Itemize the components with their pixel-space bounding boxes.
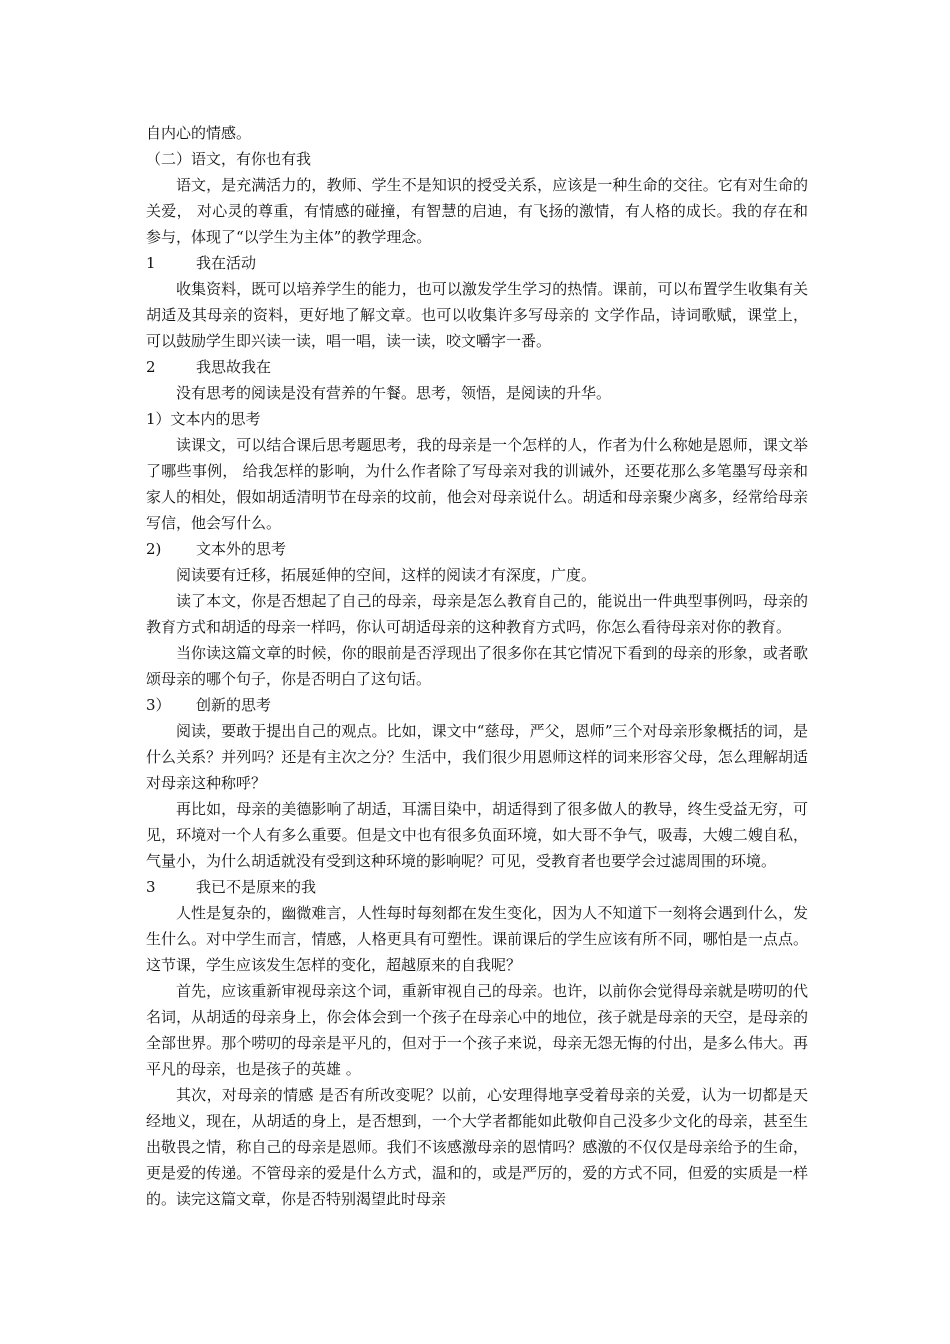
paragraph: 首先，应该重新审视母亲这个词，重新审视自己的母亲。也许，以前你会觉得母亲就是唠叨的代名词，从胡适的母亲身上，你会体会到一个孩子在母亲心中的地位，孩子就是母亲的天空，是母亲的全部世界。那个唠叨的母亲是平凡的，但对于一个孩子来说，母亲无怨无悔的付出，是多么伟大。再平凡的母亲，也是孩子的英雄 。 [146,982,808,1078]
paragraph: 再比如，母亲的美德影响了胡适，耳濡目染中，胡适得到了很多做人的教导，终生受益无穷，可见，环境对一个人有多么重要。但是文中也有很多负面环境，如大哥不争气，吸毒，大嫂二嫂自私，气量小，为什么胡适就没有受到这种环境的影响呢？可见，受教育者也要学会过滤周围的环境。 [146,800,808,870]
paragraph: 语文，是充满活力的，教师、学生不是知识的授受关系，应该是一种生命的交往。它有对生命的关爱， 对心灵的尊重，有情感的碰撞，有智慧的启迪，有飞扬的激情，有人格的成长。我的存在和参与，体现了“以学生为主体”的教学理念。 [146,176,808,246]
item-number: 3 [146,878,156,896]
subheading-item [146,692,808,718]
item-title: 我思故我在 [196,358,272,376]
paragraph: 阅读要有迁移，拓展延伸的空间，这样的阅读才有深度，广度。 [176,566,597,584]
item-number: 3） [146,696,171,714]
item-title: 文本外的思考 [196,540,287,558]
paragraph: 读了本文，你是否想起了自己的母亲，母亲是怎么教育自己的，能说出一件典型事例吗，母亲的教育方式和胡适的母亲一样吗，你认可胡适母亲的这种教育方式吗，你怎么看待母亲对你的教育。 [146,592,808,636]
paragraph-continued: 自内心的情感。 [146,124,252,142]
subheading-item [146,874,808,900]
paragraph: 没有思考的阅读是没有营养的午餐。思考，领悟，是阅读的升华。 [176,384,612,402]
subheading-item: 1）文本内的思考 [146,410,261,428]
item-number: 2) [146,540,162,558]
item-title: 创新的思考 [196,696,272,714]
paragraph: 其次，对母亲的情感 是否有所改变呢？以前，心安理得地享受着母亲的关爱，认为一切都是天经地义，现在，从胡适的身上，是否想到，一个大学者都能如此敬仰自己没多少文化的母亲，甚至生出敬畏之情，称自己的母亲是恩师。我们不该感激母亲的恩情吗？感激的不仅仅是母亲给予的生命，更是爱的传递。不管母亲的爱是什么方式，温和的，或是严厉的，爱的方式不同，但爱的实质是一样的。读完这篇文章，你是否特别渴望此时母亲 [146,1086,808,1208]
paragraph: 阅读，要敢于提出自己的观点。比如，课文中“慈母，严父，恩师”三个对母亲形象概括的词，是什么关系？并列吗？还是有主次之分？生活中，我们很少用恩师这样的词来形容父母，怎么理解胡适对母亲这种称呼？ [146,722,808,792]
item-title: 我已不是原来的我 [196,878,317,896]
item-title: 我在活动 [196,254,257,272]
subheading-item [146,250,808,276]
paragraph: 人性是复杂的，幽微难言，人性每时每刻都在发生变化，因为人不知道下一刻将会遇到什么，发生什么。对中学生而言，情感，人格更具有可塑性。课前课后的学生应该有所不同，哪怕是一点点。这节课，学生应该发生怎样的变化，超越原来的自我呢？ [146,904,808,974]
paragraph: 当你读这篇文章的时候，你的眼前是否浮现出了很多你在其它情况下看到的母亲的形象，或者歌颂母亲的哪个句子，你是否明白了这句话。 [146,644,808,688]
section-heading: （二）语文，有你也有我 [146,150,312,168]
paragraph: 收集资料，既可以培养学生的能力，也可以激发学生学习的热情。课前，可以布置学生收集有关胡适及其母亲的资料，更好地了解文章。也可以收集许多写母亲的 文学作品，诗词歌赋，课堂上，可以鼓励学生即兴读一读，唱一唱，读一读，咬文嚼字一番。 [146,280,808,350]
item-number: 2 [146,358,156,376]
document-page [146,120,808,1212]
item-number: 1 [146,254,156,272]
subheading-item [146,354,808,380]
subheading-item [146,536,808,562]
paragraph: 读课文，可以结合课后思考题思考，我的母亲是一个怎样的人，作者为什么称她是恩师，课文举了哪些事例， 给我怎样的影响，为什么作者除了写母亲对我的训诫外，还要花那么多笔墨写母亲和家人的相处，假如胡适清明节在母亲的坟前，他会对母亲说什么。胡适和母亲聚少离多，经常给母亲写信，他会写什么。 [146,436,808,532]
